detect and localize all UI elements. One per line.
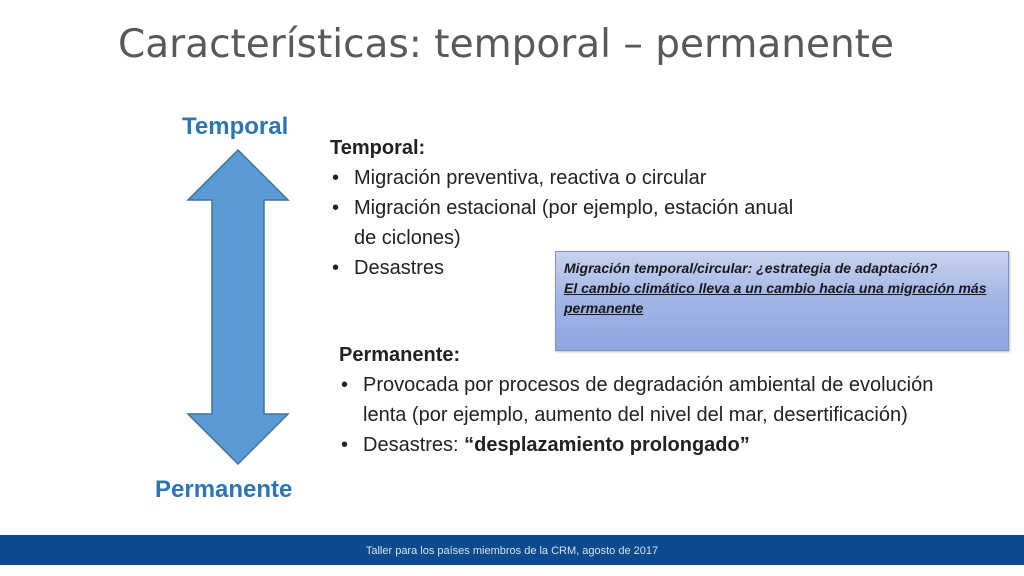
bullet-text-prefix: Desastres: [363, 434, 465, 456]
bullet-icon: • [332, 167, 340, 189]
footer-bar [0, 535, 1024, 565]
slide-title: Características: temporal – permanente [118, 22, 894, 67]
footer-text: Taller para los países miembros de la CRM, agosto de 2017 [365, 545, 659, 557]
bullet-icon: • [332, 257, 340, 279]
list-item [339, 370, 959, 430]
permanente-bullet-list [339, 370, 959, 460]
temporal-heading: Temporal: [330, 137, 426, 159]
callout-link[interactable]: El cambio climático lleva a un cambio hacia una migración más permanente [564, 280, 987, 316]
double-arrow-icon [186, 148, 290, 466]
callout-box [555, 251, 1009, 351]
bullet-icon: • [341, 434, 349, 456]
permanente-section [339, 340, 959, 460]
bullet-text-emphasis: “desplazamiento prolongado” [464, 434, 750, 456]
permanente-heading: Permanente: [339, 344, 461, 366]
list-item [330, 163, 820, 193]
callout-question: Migración temporal/circular: ¿estrategia de adaptación? [564, 260, 938, 276]
bullet-icon: • [332, 197, 340, 219]
bullet-text: Migración estacional (por ejemplo, estación anual de ciclones) [354, 197, 794, 249]
bullet-text: Provocada por procesos de degradación ambiental de evolución lenta (por ejemplo, aumento del nivel del mar, desertificación) [363, 374, 934, 426]
scale-bottom-label: Permanente [155, 476, 293, 503]
bullet-icon: • [341, 374, 349, 396]
list-item [330, 193, 820, 253]
bullet-text: Desastres [354, 257, 445, 279]
scale-top-label: Temporal [182, 113, 289, 140]
bullet-text: Migración preventiva, reactiva o circular [354, 167, 707, 189]
list-item [339, 430, 959, 460]
